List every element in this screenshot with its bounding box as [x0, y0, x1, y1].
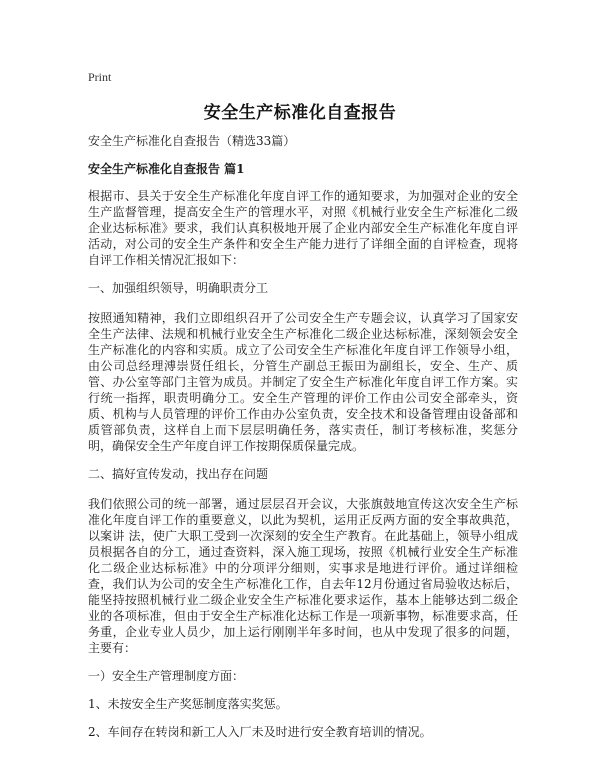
intro-paragraph: 根据市、县关于安全生产标准化年度自评工作的通知要求，为加强对企业的安全生产监督管理，提高安全生产的管理水平，对照《机械行业安全生产标准化二级企业达标标准》要求，我们认真积极地开展了企业内部安全生产标准化年度自评活动，对公司的安全生产条件和安全生产能力进行了详细全面的自评检查，现将自评工作相关情况汇报如下：: [88, 189, 518, 267]
list-item: 1、未按安全生产奖惩制度落实奖惩。: [88, 697, 288, 711]
paragraph-organization: 按照通知精神，我们立即组织召开了公司安全生产专题会议，认真学习了国家安全生产法律、法规和机械行业安全生产标准化二级企业达标标准，深刻领会安全生产标准化的内容和实质。成立了公司安全生产标准化年度自评工作领导小组，由公司总经理溥崇贤任组长，分管生产副总王振田为副组长，安全、生产、质管、办公室等部门主管为成员。并制定了安全生产标准化年度自评工作方案。实行统一指挥，职责明确分工。安全生产管理的评价工作由公司安全部牵头，资质、机构与人员管理的评价工作由办公室负责，安全技术和设备管理由设备部和质管部负责，这样自上而下层层明确任务，落实责任，制订考核标准，奖惩分明，确保安全生产年度自评工作按期保质保量完成。: [88, 311, 518, 453]
heading-management-system: 一）安全生产管理制度方面：: [88, 669, 245, 683]
print-label[interactable]: Print: [88, 70, 112, 84]
paragraph-publicity: 我们依照公司的统一部署，通过层层召开会议，大张旗鼓地宣传这次安全生产标准化年度自评工作的重要意义，以此为契机，运用正反两方面的安全事故典范，以案讲 法，使广大职工受到一次深刻的安全生产教育。在此基础上，领导小组成员根据各自的分工，通过查资料，深入施工现场，按照《机械行业安全生产标准化二级企业达标标准》中的分项评分细则，实事求是地进行评价。通过详细检查，我们认为公司的安全生产标准化工作，自去年12月份通过省局验收达标后，能坚持按照机械行业二级企业安全生产标准化要求运作，基本上能够达到二级企业的各项标准，但由于安全生产标准化达标工作是一项新事物，标准要求高，任务重，企业专业人员少，加上运行刚刚半年多时间，也从中发现了很多的问题，主要有：: [88, 497, 518, 655]
heading-organization: 一、加强组织领导，明确职责分工: [88, 281, 269, 295]
list-item: 2、车间存在转岗和新工人入厂未及时进行安全教育培训的情况。: [88, 725, 432, 739]
heading-publicity: 二、搞好宣传发动，找出存在问题: [88, 467, 269, 481]
page-title: 安全生产标准化自查报告: [203, 103, 397, 123]
document-subtitle: 安全生产标准化自查报告（精选33篇）: [88, 134, 296, 148]
document-body: [88, 132, 518, 752]
section-title: 安全生产标准化自查报告 篇1: [88, 162, 245, 176]
